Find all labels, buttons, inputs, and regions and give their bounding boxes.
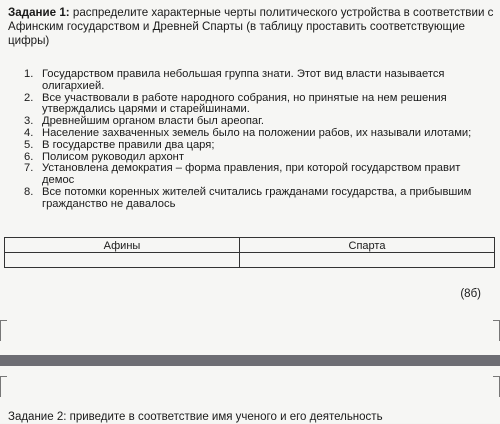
score-label: (8б) — [460, 288, 481, 300]
list-item-text: В государстве правили два царя; — [42, 138, 215, 151]
page-corner-mark — [0, 320, 7, 341]
list-item-number: 2. — [24, 91, 34, 104]
list-item-number: 3. — [24, 115, 34, 128]
task1-instructions — [8, 6, 494, 48]
column-header-sparta: Спарта — [240, 238, 495, 253]
list-item-text: Население захваченных земель было на положении рабов, их называли илотами; — [42, 126, 472, 139]
list-item-text: Полисом руководил архонт — [42, 150, 184, 163]
list-item-number: 7. — [24, 162, 34, 175]
list-item-text: Установлена демократия – форма правления, при которой государством правит демос — [42, 162, 461, 187]
list-item-text: Все участвовали в работе народного собрания, но принятые на нем решения утверждались царями и старейшинами. — [42, 91, 447, 116]
list-item-text: Древнейшим органом власти был ареопаг. — [42, 115, 264, 128]
list-item — [24, 93, 484, 117]
task1-label: Задание 1: — [8, 6, 70, 19]
answer-cell-athens[interactable] — [5, 253, 240, 268]
list-item — [24, 187, 484, 211]
answer-table — [4, 237, 495, 268]
page-divider — [0, 355, 500, 366]
column-header-athens: Афины — [5, 238, 240, 253]
list-item-number: 4. — [24, 126, 34, 139]
list-item-number: 8. — [24, 185, 34, 198]
task1-text: распределите характерные черты политического устройства в соответствии с Афинским государством и Древней Спарты (в таблицу проставить соответствующие цифры) — [8, 6, 494, 47]
task2-instructions — [8, 410, 383, 424]
answer-cell-sparta[interactable] — [240, 253, 495, 268]
page-corner-mark — [0, 376, 7, 397]
page-corner-mark — [493, 320, 500, 341]
task2-label: Задание 2: — [8, 411, 67, 423]
list-item-number: 5. — [24, 138, 34, 151]
task2-text: приведите в соответствие имя ученого и его деятельность — [69, 411, 383, 423]
list-item-text: Государством правила небольшая группа знати. Этот вид власти называется олигархией. — [42, 68, 445, 92]
task1-list — [24, 69, 484, 211]
table-row — [5, 253, 495, 268]
list-item-number: 1. — [24, 68, 34, 80]
list-item-number: 6. — [24, 150, 34, 163]
table-header-row — [5, 238, 495, 253]
page-corner-mark — [493, 376, 500, 397]
list-item — [24, 69, 484, 93]
list-item — [24, 163, 484, 187]
list-item-text: Все потомки коренных жителей считались гражданами государства, а прибывшим гражданство не давалось — [42, 185, 472, 210]
